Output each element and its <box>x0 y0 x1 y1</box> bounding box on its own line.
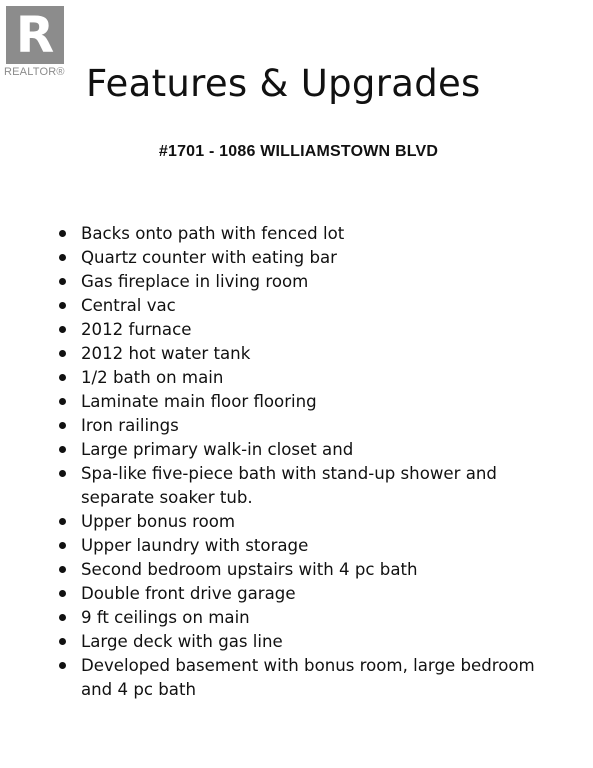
feature-list <box>56 222 536 702</box>
bullet-icon <box>59 350 66 357</box>
feature-text: Upper laundry with storage <box>81 536 309 555</box>
bullet-icon <box>59 518 66 525</box>
feature-item <box>56 606 536 630</box>
bullet-icon <box>59 566 66 573</box>
realtor-logo <box>4 4 70 80</box>
feature-text: 1/2 bath on main <box>81 368 224 387</box>
feature-item <box>56 390 536 414</box>
bullet-icon <box>59 446 66 453</box>
feature-text: Spa-like five-piece bath with stand-up shower and separate soaker tub. <box>81 464 497 507</box>
realtor-logo-mark <box>6 6 64 64</box>
feature-item <box>56 318 536 342</box>
feature-text: Large deck with gas line <box>81 632 283 651</box>
feature-text: 2012 hot water tank <box>81 344 251 363</box>
feature-text: 9 ft ceilings on main <box>81 608 250 627</box>
bullet-icon <box>59 422 66 429</box>
feature-item <box>56 342 536 366</box>
feature-item <box>56 654 536 702</box>
bullet-icon <box>59 374 66 381</box>
feature-text: Backs onto path with fenced lot <box>81 224 345 243</box>
feature-item <box>56 270 536 294</box>
feature-item <box>56 558 536 582</box>
feature-text: Quartz counter with eating bar <box>81 248 338 267</box>
bullet-icon <box>59 662 66 669</box>
feature-text: 2012 furnace <box>81 320 192 339</box>
realtor-logo-text: REALTOR® <box>4 66 65 78</box>
bullet-icon <box>59 398 66 405</box>
feature-item <box>56 630 536 654</box>
bullet-icon <box>59 542 66 549</box>
bullet-icon <box>59 614 66 621</box>
bullet-icon <box>59 302 66 309</box>
feature-text: Second bedroom upstairs with 4 pc bath <box>81 560 418 579</box>
feature-text: Iron railings <box>81 416 179 435</box>
bullet-icon <box>59 638 66 645</box>
feature-item <box>56 294 536 318</box>
feature-item <box>56 414 536 438</box>
feature-text: Gas fireplace in living room <box>81 272 309 291</box>
bullet-icon <box>59 254 66 261</box>
property-address: #1701 - 1086 WILLIAMSTOWN BLVD <box>158 143 439 160</box>
feature-item <box>56 438 536 462</box>
bullet-icon <box>59 326 66 333</box>
feature-item <box>56 222 536 246</box>
feature-item <box>56 534 536 558</box>
feature-item <box>56 582 536 606</box>
feature-item <box>56 246 536 270</box>
page-title: Features & Upgrades <box>86 62 481 105</box>
feature-text: Double front drive garage <box>81 584 296 603</box>
feature-text: Upper bonus room <box>81 512 236 531</box>
bullet-icon <box>59 470 66 477</box>
feature-text: Large primary walk-in closet and <box>81 440 354 459</box>
feature-item <box>56 366 536 390</box>
feature-text: Central vac <box>81 296 176 315</box>
realtor-logo-letter: R <box>15 6 55 64</box>
feature-item <box>56 462 536 510</box>
feature-item <box>56 510 536 534</box>
bullet-icon <box>59 230 66 237</box>
feature-text: Developed basement with bonus room, large bedroom and 4 pc bath <box>81 656 535 699</box>
bullet-icon <box>59 278 66 285</box>
feature-text: Laminate main floor flooring <box>81 392 317 411</box>
bullet-icon <box>59 590 66 597</box>
